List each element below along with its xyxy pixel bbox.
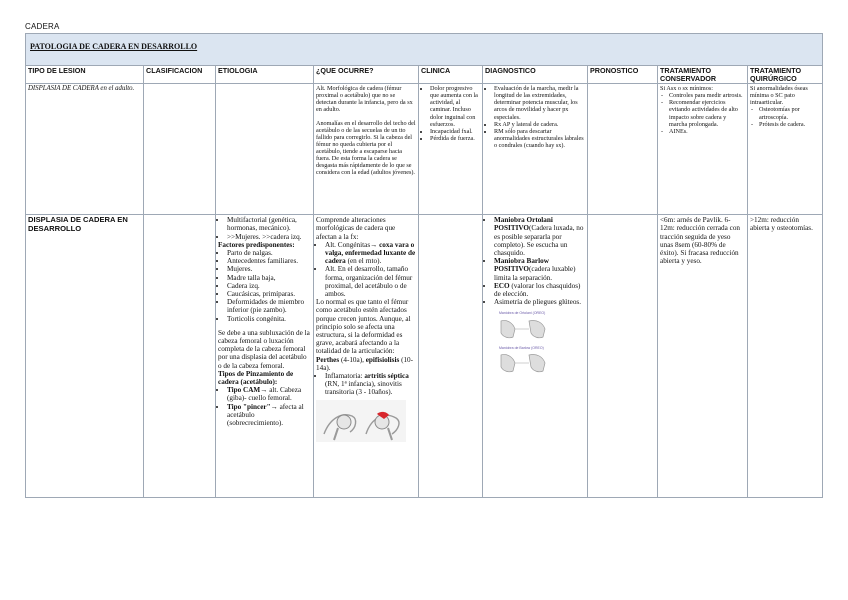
inflam-suffix: (RN, 1ª infancia), sinovitis transitoria (3 - 10años).	[325, 380, 402, 397]
perthes-age: (4-10a),	[339, 355, 366, 364]
cell-etiologia	[216, 215, 314, 498]
header-row	[26, 66, 823, 84]
table-title: PATOLOGIA DE CADERA EN DESARROLLO	[30, 42, 198, 51]
factores-title: Factores predisponentes:	[218, 240, 295, 249]
list-item	[494, 216, 585, 257]
cell-quirurgico	[748, 84, 823, 215]
list-item: • Alt. En el desarrollo, tamaño forma, organización del fémur proximal, del acetábulo o de ambos.	[325, 265, 416, 298]
lesion-name: DISPLASIA DE CADERA EN DESARROLLO	[28, 215, 128, 233]
pincer-label: Tipo "pincer"	[227, 402, 271, 411]
list-item: • Cadera izq.	[227, 282, 311, 290]
inflam-prefix: Inflamatoria:	[325, 372, 365, 381]
pathology-table	[25, 33, 822, 498]
quirurgico-intro: Si anormalidades óseas mínima o SC pato intraarticular.	[750, 85, 808, 107]
list-item: • Antecedentes familiares.	[227, 257, 311, 265]
list-item: • Caucásicas, primíparas.	[227, 290, 311, 298]
ortolani-text: (Cadera luxada, no es posible separarla por completo). Se escucha un chasquido.	[494, 224, 584, 257]
normal-text: Lo normal es que tanto el fémur como acetábulo estén afectados porque crecen juntos. Aunque, al principio solo se afecta una estructura, si la deformidad es grave, acabará afectando a la totalidad de la articulación:	[316, 298, 411, 356]
list-item	[227, 403, 311, 428]
header-clasificacion: CLASIFICACION	[144, 66, 216, 84]
epifisiolisis-age: (10-14a).	[316, 355, 414, 372]
header-tipo-lesion: TIPO DE LESION	[26, 66, 144, 84]
list-item: • Pérdida de fuerza.	[430, 135, 480, 142]
header-etiologia: ETIOLOGIA	[216, 66, 314, 84]
cell-clinica	[419, 84, 483, 215]
list-item: • Parto de nalgas.	[227, 249, 311, 257]
epifisiolisis-label: epifisiolisis	[365, 355, 400, 364]
perthes-line	[316, 356, 416, 372]
cell-conservador	[658, 84, 748, 215]
list-item: - Osteotomías por artroscopía.	[759, 106, 820, 120]
list-item: • Evaluación de la marcha, medir la longitud de las extremidades, determinar potencia muscular, los arcos de movilidad y hacer px especiales.	[494, 85, 585, 120]
list-item: • Mujeres.	[227, 265, 311, 273]
ortolani-barlow-illustration	[485, 309, 565, 379]
list-item: • RM sólo para descartar anormalidades estructurales labrales o condrales (cuando hay sx).	[494, 128, 585, 149]
figure-label: Maniobra de Ortolani (OREO)	[499, 311, 546, 316]
header-clinica: CLINICA	[419, 66, 483, 84]
table-row-developmental-dysplasia	[26, 215, 823, 498]
list-item	[227, 386, 311, 402]
cell-etiologia	[216, 84, 314, 215]
list-item: - AINEs.	[669, 128, 745, 135]
header-tratamiento-conservador: TRATAMIENTO CONSERVADOR	[658, 66, 748, 84]
ortolani-label: Maniobra Ortolani POSITIVO	[494, 216, 553, 233]
list-item: • Rx AP y lateral de cadera.	[494, 121, 585, 128]
figure-label: Maniobra de Barlow (OREO)	[499, 346, 544, 351]
pinzamiento-title: Tipos de Pinzamiento de cadera (acetábulo):	[218, 369, 294, 387]
pincer-text: → afecta al acetábulo (sobrecrecimiento).	[227, 402, 304, 428]
cell-que-ocurre	[314, 215, 419, 498]
cell-pronostico	[588, 84, 658, 215]
header-pronostico: PRONOSTICO	[588, 66, 658, 84]
cell-clasificacion	[144, 215, 216, 498]
cam-text: → alt. Cabeza (giba)- cuello femoral.	[227, 386, 302, 403]
list-item: • Multifactorial (genética, hormonas, mecánico).	[227, 216, 311, 232]
list-item: • >>Mujeres. >>cadera izq.	[227, 233, 311, 241]
barlow-text: (cadera luxable) limita la separación.	[494, 265, 576, 282]
list-item: - Prótesis de cadera.	[759, 121, 820, 128]
header-diagnostico: DIAGNOSTICO	[483, 66, 588, 84]
list-item: • Torticolis congénita.	[227, 315, 311, 323]
list-item: • Asimetría de pliegues glúteos.	[494, 298, 585, 306]
header-tratamiento-quirurgico: TRATAMIENTO QUIRÚRGICO	[748, 66, 823, 84]
que-ocurre-text: Anomalías en el desarrollo del techo del acetábulo o de las secuelas de un tto fallido para corregirlo. Si la cabeza del fémur no queda cubierta por el acetábulo, tiende a escaparse hacia fuera. De esta forma la cadera se desgasta más rápidamente de lo que se considera con la edad (adultos jóvenes).	[316, 119, 416, 177]
table-title-row	[26, 34, 823, 66]
list-item: • Incapacidad fxal.	[430, 128, 480, 135]
table-row-adult-dysplasia	[26, 84, 823, 215]
conservador-intro: Si Asx o sx mínimos:	[660, 85, 713, 93]
conservador-text: <6m: arnés de Pavlik. 6-12m: reducción cerrada con tracción seguida de yeso unas 8sem (60-80% de éxito). Si fracasa reducción abierta y yeso.	[660, 216, 741, 266]
eco-label: ECO	[494, 281, 510, 290]
cell-diagnostico	[483, 215, 588, 498]
barlow-label: Maniobra Barlow POSITIVO	[494, 257, 549, 274]
list-item	[325, 241, 416, 266]
list-item: - Recomendar ejercicios evitando actividades de alto impacto sobre cadera y marcha prolongada.	[669, 99, 745, 127]
que-ocurre-intro: Comprende alteraciones morfológicas de cadera que afectan a la fx:	[316, 216, 396, 241]
cell-quirurgico	[748, 215, 823, 498]
list-item: • Madre talla baja,	[227, 274, 311, 282]
que-ocurre-text: Alt. Morfológica de cadera (fémur proximal o acetábulo) que no se detectan durante la infancia, pero da sx en adulto.	[316, 85, 413, 114]
cell-que-ocurre	[314, 84, 419, 215]
hip-impingement-illustration	[316, 400, 406, 442]
header-que-ocurre: ¿QUE OCURRE?	[314, 66, 419, 84]
list-item: • Dolor progresivo que aumenta con la actividad, al caminar. Incluso dolor inguinal con esfuerzos.	[430, 85, 480, 128]
cell-diagnostico	[483, 84, 588, 215]
list-item: • Deformidades de miembro inferior (pie zambo).	[227, 298, 311, 314]
inflam-bold: artritis séptica	[364, 372, 409, 381]
cam-label: Tipo CAM	[227, 386, 261, 395]
congenitas-suffix: (en el rnto).	[345, 257, 382, 266]
eco-text: (valorar los chasquidos) de elección.	[494, 281, 581, 299]
lesion-name: DISPLASIA DE CADERA en el adulto.	[28, 85, 135, 93]
cell-clasificacion	[144, 84, 216, 215]
document-title: CADERA	[25, 22, 60, 31]
list-item	[494, 257, 585, 282]
cell-conservador	[658, 215, 748, 498]
list-item	[494, 282, 585, 298]
list-item: - Controles para medir artrosis.	[669, 92, 745, 99]
subluxacion-text: Se debe a una subluxación de la cabeza femoral o luxación completa de la cabeza femoral por una displasia del acetábulo o de la cabeza femoral.	[218, 328, 310, 370]
perthes-label: Perthes	[316, 355, 340, 364]
list-item	[325, 372, 416, 397]
congenitas-prefix: Alt. Congénitas→	[325, 240, 380, 249]
quirurgico-text: >12m: reducción abierta y osteotomías.	[750, 216, 813, 233]
congenitas-bold: coxa vara o valga, enfermedad luxante de cadera	[325, 240, 416, 266]
cell-pronostico	[588, 215, 658, 498]
cell-clinica	[419, 215, 483, 498]
